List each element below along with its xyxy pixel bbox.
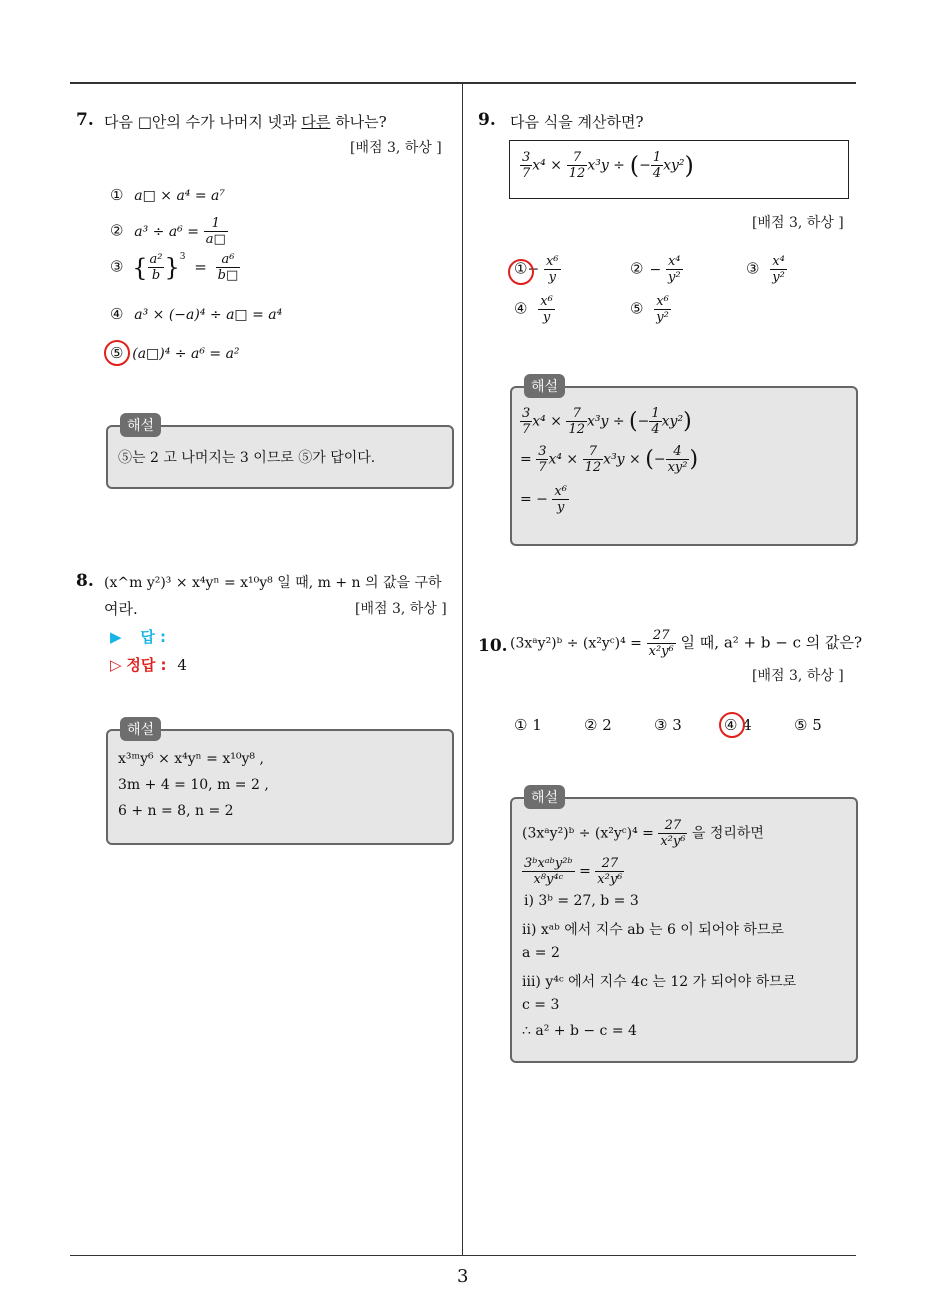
q8-number: 8. <box>76 571 94 591</box>
q7-explanation-tag: 해설 <box>120 413 161 437</box>
q8-correct-row: ▷ 정답 : 4 <box>110 656 187 674</box>
page-number: 3 <box>457 1266 469 1287</box>
q9-number: 9. <box>478 110 496 130</box>
q9-choice-2[interactable]: ② − $\frac{\text{x⁴}}{\text{y²}}$ <box>630 254 681 285</box>
q9-explanation-tag: 해설 <box>524 374 565 398</box>
q8-text-b: 여라. <box>104 600 138 618</box>
q9-choice-4[interactable]: ④ $\frac{\text{x⁶}}{y}$ <box>514 294 553 325</box>
q8-explanation-tag: 해설 <box>120 717 161 741</box>
q7-choice-1[interactable]: ① a□ × a⁴ = a⁷ <box>110 186 225 204</box>
q8-explanation-line-1: x³ᵐy⁶ × x⁴yⁿ = x¹⁰y⁸ , <box>118 751 264 767</box>
q8-explanation-line-3: 6 + n = 8, n = 2 <box>118 803 234 819</box>
q10-choice-2[interactable]: ② 2 <box>584 716 612 734</box>
q9-meta: [배점 3, 하상 ] <box>752 215 844 231</box>
q7-choice-4[interactable]: ④ a³ × (−a)⁴ ÷ a□ = a⁴ <box>110 305 283 323</box>
bottom-rule <box>70 1255 856 1256</box>
q8-meta: [배점 3, 하상 ] <box>355 601 447 617</box>
q9-expression: $\frac{3}{7}$ x⁴ × $\frac{7}{12}$ x³y ÷ (− $\frac{1}{4}$ xy²) <box>522 150 694 181</box>
q8-text-a: (x^m y²)³ × x⁴yⁿ = x¹⁰y⁸ 일 때, m + n 의 값을 구하 <box>104 575 442 591</box>
q9-explanation-line-3: = − $\frac{\text{x⁶}}{y}$ <box>520 484 567 515</box>
q10-choice-3[interactable]: ③ 3 <box>654 716 682 734</box>
q10-meta: [배점 3, 하상 ] <box>752 668 844 684</box>
q10-text: (3xᵃy²)ᵇ ÷ (x²yᶜ)⁴ = $\frac{27}{\text{x²y⁶}}$ 일 때, a² + b − c 의 값은? <box>510 628 863 659</box>
q10-explanation-line-3: ⅰ) 3ᵇ = 27, b = 3 <box>524 893 639 909</box>
play-arrow-icon: ▶ <box>110 628 122 646</box>
q10-number: 10. <box>478 636 508 656</box>
q7-choice-2[interactable]: ② a³ ÷ a⁶ = $\frac{1}{a□}$ <box>110 216 226 247</box>
q10-choice-4[interactable]: ④ 4 <box>724 716 752 734</box>
q9-choice-1[interactable]: ①− $\frac{\text{x⁶}}{y}$ <box>514 254 559 285</box>
q7-text <box>104 111 387 132</box>
q8-answer-row: ▶ 답 : <box>110 628 167 646</box>
q7-number: 7. <box>76 110 94 130</box>
q10-explanation-line-1: (3xᵃy²)ᵇ ÷ (x²yᶜ)⁴ = $\frac{27}{\text{x²y⁶}}$ 을 정리하면 <box>522 818 764 849</box>
q7-meta: [배점 3, 하상 ] <box>350 140 442 156</box>
q9-choice-3[interactable]: ③ $\frac{\text{x⁴}}{\text{y²}}$ <box>746 254 785 285</box>
q10-choice-1[interactable]: ① 1 <box>514 716 542 734</box>
q10-explanation-line-7: c = 3 <box>522 997 560 1013</box>
q7-text-a: 다음 □안의 수가 나머지 넷과 <box>104 113 297 131</box>
q10-explanation-line-8: ∴ a² + b − c = 4 <box>522 1023 637 1039</box>
q9-explanation-line-1: $\frac{3}{7}$ x⁴ × $\frac{7}{12}$ x³y ÷ (− $\frac{1}{4}$ xy²) <box>522 406 692 437</box>
top-rule <box>70 82 856 84</box>
q10-explanation-line-4: ⅱ) xᵃᵇ 에서 지수 ab 는 6 이 되어야 하므로 <box>522 922 784 938</box>
q7-answer-circle-mark <box>104 340 130 366</box>
q7-text-underlined: 다른 <box>301 113 331 131</box>
q9-answer-circle-mark <box>508 259 534 285</box>
q9-explanation-line-2: = $\frac{3}{7}$ x⁴ × $\frac{7}{12}$ x³y × (− $\frac{4}{\text{xy²}}$ ) <box>520 444 699 475</box>
q10-explanation-line-5: a = 2 <box>522 945 560 961</box>
q10-answer-circle-mark <box>719 712 745 738</box>
q8-explanation-line-2: 3m + 4 = 10, m = 2 , <box>118 777 269 793</box>
q10-explanation-tag: 해설 <box>524 785 565 809</box>
q7-choice-5[interactable]: ⑤ (a□)⁴ ÷ a⁶ = a² <box>110 344 240 362</box>
q9-text: 다음 식을 계산하면? <box>510 113 644 131</box>
q7-explanation-text: ⑤는 2 고 나머지는 3 이므로 ⑤가 답이다. <box>118 450 376 466</box>
q10-choice-5[interactable]: ⑤ 5 <box>794 716 822 734</box>
q10-explanation-line-2: $\frac{\text{3ᵇxᵃᵇy²ᵇ}}{\text{x⁸y⁴ᶜ}}$ = $\frac{27}{\text{x²y⁶}}$ <box>524 856 623 887</box>
hollow-arrow-icon: ▷ <box>110 656 122 674</box>
q7-text-b: 하나는? <box>335 113 387 131</box>
column-divider <box>462 84 463 1256</box>
q10-explanation-line-6: ⅲ) y⁴ᶜ 에서 지수 4c 는 12 가 되어야 하므로 <box>522 974 797 990</box>
q7-choice-3[interactable]: ③ { $\frac{\text{a²}}{b}$ }$^3$ = $\frac{\text{a⁶}}{b□}$ <box>110 252 239 283</box>
q9-choice-5[interactable]: ⑤ $\frac{\text{x⁶}}{\text{y²}}$ <box>630 294 669 325</box>
